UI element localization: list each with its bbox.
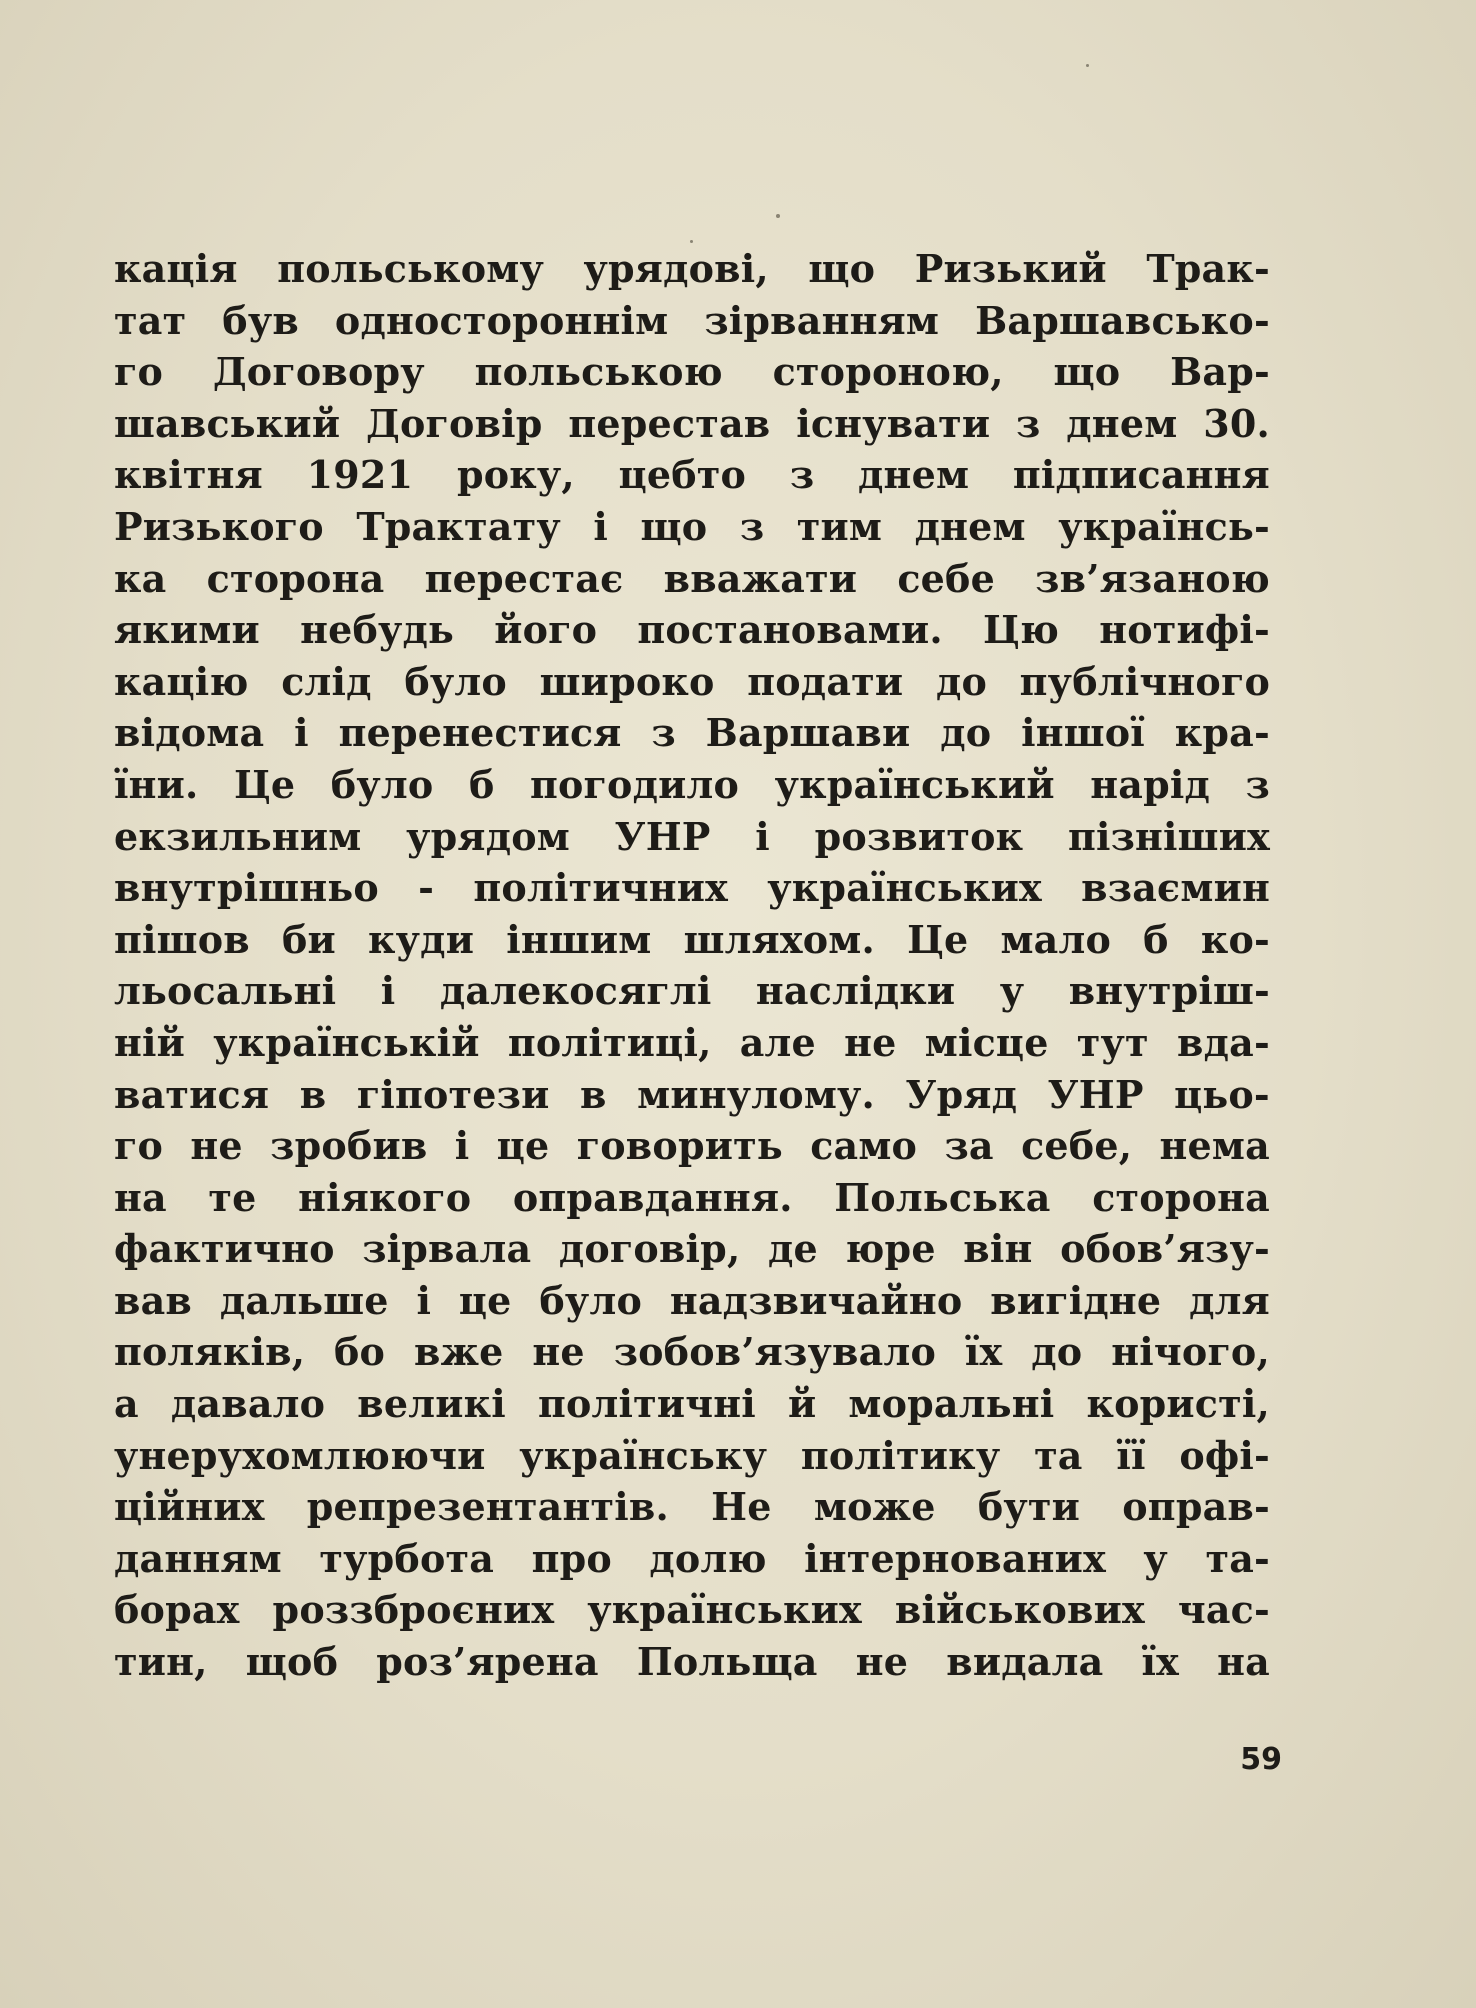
text-line: шавський Договір перестав існувати з днем 30. [114,400,1270,446]
text-line: льосальні і далекосяглі наслідки у внутріш- [114,968,1270,1014]
text-line: го Договору польською стороною, що Вар- [114,349,1270,395]
page-number: 59 [1240,1742,1282,1777]
text-line: а давало великі політичні й моральні користі, [114,1381,1270,1427]
text-line: тин, щоб роз’ярена Польща не видала їх на [114,1639,1270,1685]
text-line: борах роззброєних українських військових час- [114,1587,1270,1633]
text-line: кація польському урядові, що Ризький Трак- [114,246,1270,291]
text-line: ка сторона перестає вважати себе зв’язаною [114,555,1270,601]
text-line: ційних репрезентантів. Не може бути оправ- [114,1484,1270,1530]
text-line: якими небудь його постановами. Цю нотифі- [114,607,1270,653]
text-line: вав дальше і це було надзвичайно вигідне для [114,1277,1270,1323]
text-line: го не зробив і це говорить само за себе, нема [114,1123,1270,1169]
text-line: тат був одностороннім зірванням Варшавсько- [114,297,1270,343]
text-line: квітня 1921 року, цебто з днем підписання [114,452,1270,498]
print-speck [1086,64,1089,67]
text-line: унерухомлюючи українську політику та її офі- [114,1432,1270,1478]
text-line: їни. Це було б погодило український нарід з [114,761,1270,807]
text-line: поляків, бо вже не зобов’язувало їх до нічого, [114,1329,1270,1375]
text-line: ватися в гіпотези в минулому. Уряд УНР цьо- [114,1071,1270,1117]
text-line: кацію слід було широко подати до публічного [114,658,1270,704]
text-line: відома і перенестися з Варшави до іншої кра- [114,710,1270,756]
text-line: пішов би куди іншим шляхом. Це мало б ко- [114,916,1270,962]
print-speck [776,214,780,218]
text-line: внутрішньо - політичних українських взаємин [114,865,1270,911]
text-line: ній українській політиці, але не місце тут вда- [114,1019,1270,1065]
text-line: данням турбота про долю інтернованих у та- [114,1535,1270,1581]
text-line: Ризького Трактату і що з тим днем українсь- [114,503,1270,549]
text-line: екзильним урядом УНР і розвиток пізніших [114,813,1270,859]
text-line: фактично зірвала договір, де юре він обов’язу- [114,1226,1270,1272]
body-text [114,243,1270,1688]
text-line: на те ніякого оправдання. Польська сторона [114,1174,1270,1220]
